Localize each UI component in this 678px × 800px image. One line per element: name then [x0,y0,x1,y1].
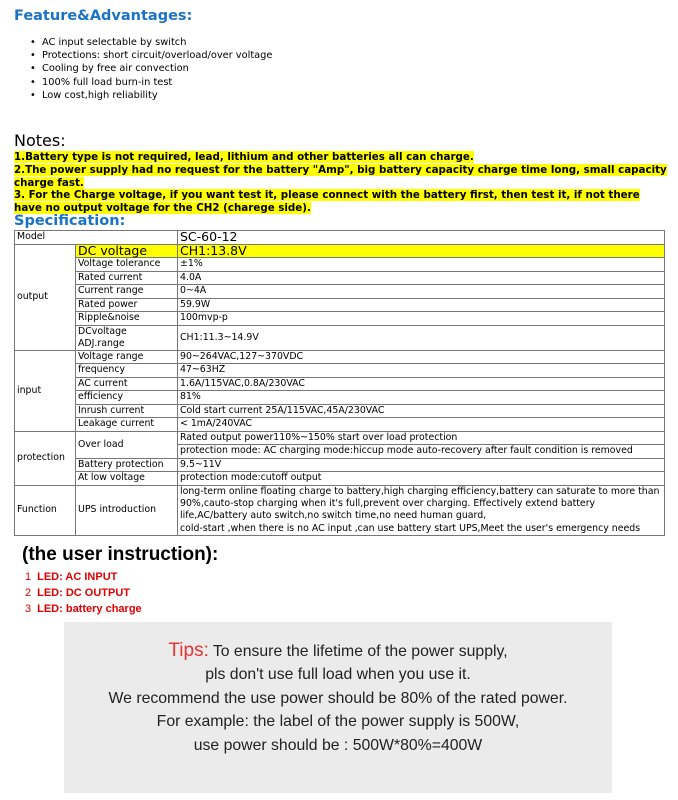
feature-item: • 100% full load burn-in test [28,76,272,89]
spec-value: 9.5~11V [178,458,665,472]
spec-value: protection mode:cutoff output [178,472,665,486]
spec-value: protection mode: AC charging mode:hiccup mode auto-recovery after fault condition is removed [178,445,665,459]
spec-value: 4.0A [178,271,665,285]
note-2-text: 2.The power supply had no request for the battery "Amp", big battery capacity charge time long, small capacity charge fast. [14,164,667,189]
spec-value: 81% [178,391,665,405]
specification-title: Specification: [14,213,126,229]
table-row [15,431,665,445]
spec-value: < 1mA/240VAC [178,418,665,432]
table-row [15,350,665,364]
spec-key: UPS introduction [76,485,178,536]
led-item [25,603,142,615]
note-3 [14,189,654,215]
spec-value: 59.9W [178,298,665,312]
input-group-label: input [15,350,76,431]
tip-line [64,640,612,662]
spec-key: DCvoltage ADJ.range [76,325,178,350]
spec-key: DC voltage [76,244,178,258]
feature-item: • AC input selectable by switch [28,36,272,49]
features-list [28,36,272,102]
spec-key: frequency [76,364,178,378]
spec-value: Rated output power110%~150% start over load protection [178,431,665,445]
model-value: SC-60-12 [178,231,665,245]
spec-key: AC current [76,377,178,391]
note-3-text: 3. For the Charge voltage, if you want test it, please connect with the battery first, then test it, if not there have no output voltage for the CH2 (charege side). [14,189,640,214]
ups-text-1: long-term online floating charge to battery,high charging efficiency,battery can saturate to more than 90%,cauto-stop charging when it's full,prevent over charging. Effectively extend battery life,AC/battery auto switch,no switch time,no need human guard, [180,485,660,522]
table-row [15,391,665,405]
tips-label: Tips: [168,640,209,661]
spec-key: At low voltage [76,472,178,486]
spec-value: CH1:13.8V [178,244,665,258]
spec-key: Voltage tolerance [76,258,178,272]
spec-value: 90~264VAC,127~370VDC [178,350,665,364]
tips-box [64,622,612,793]
spec-key: Rated current [76,271,178,285]
table-row [15,285,665,299]
led-text: LED: battery charge [37,603,142,615]
note-2 [14,164,669,190]
features-title: Feature&Advantages: [14,8,193,24]
spec-key: Battery protection [76,458,178,472]
led-number: 1 [25,571,32,583]
spec-value: Cold start current 25A/115VAC,45A/230VAC [178,404,665,418]
spec-value: CH1:11.3~14.9V [178,325,665,350]
table-row [15,418,665,432]
feature-item: • Cooling by free air convection [28,62,272,75]
spec-key: Ripple&noise [76,312,178,326]
table-row [15,271,665,285]
protection-group-label: protection [15,431,76,485]
spec-key: Leakage current [76,418,178,432]
led-item [25,587,130,599]
spec-key: Current range [76,285,178,299]
spec-value: ±1% [178,258,665,272]
spec-key: Over load [76,431,178,458]
tip-line: use power should be : 500W*80%=400W [193,737,483,754]
specification-table [14,230,665,536]
table-row [15,377,665,391]
table-row [15,472,665,486]
table-row [15,404,665,418]
note-1 [14,151,474,164]
spec-value: 100mvp-p [178,312,665,326]
tip-text: To ensure the lifetime of the power supply, [212,643,508,660]
led-number: 2 [25,587,32,599]
spec-value: 0~4A [178,285,665,299]
tip-line: For example: the label of the power supply is 500W, [156,713,520,730]
feature-item: • Protections: short circuit/overload/over voltage [28,49,272,62]
led-item [25,571,117,583]
led-number: 3 [25,603,32,615]
function-group-label: Function [15,485,76,536]
spec-value [178,485,665,536]
table-row [15,485,665,536]
table-row [15,258,665,272]
tip-line: We recommend the use power should be 80% of the rated power. [108,690,568,707]
table-row [15,231,665,245]
feature-item: • Low cost,high reliability [28,89,272,102]
spec-key: efficiency [76,391,178,405]
spec-value: 47~63HZ [178,364,665,378]
note-1-text: 1.Battery type is not required, lead, lithium and other batteries all can charge. [14,151,474,163]
tip-line: pls don't use full load when you use it. [205,666,471,683]
spec-value: 1.6A/115VAC,0.8A/230VAC [178,377,665,391]
spec-key: Inrush current [76,404,178,418]
output-group-label: output [15,244,76,350]
led-text: LED: AC INPUT [37,571,118,583]
user-instruction-title: (the user instruction): [22,544,219,565]
spec-key: Voltage range [76,350,178,364]
table-row [15,312,665,326]
table-row [15,364,665,378]
model-label: Model [15,231,178,245]
table-row [15,458,665,472]
ups-text-2: cold-start ,when there is no AC input ,can use battery start UPS,Meet the user's emergency needs [180,522,641,534]
table-row [15,298,665,312]
table-row [15,325,665,350]
led-text: LED: DC OUTPUT [37,587,131,599]
spec-key: Rated power [76,298,178,312]
notes-title: Notes: [14,131,66,150]
table-row [15,244,665,258]
